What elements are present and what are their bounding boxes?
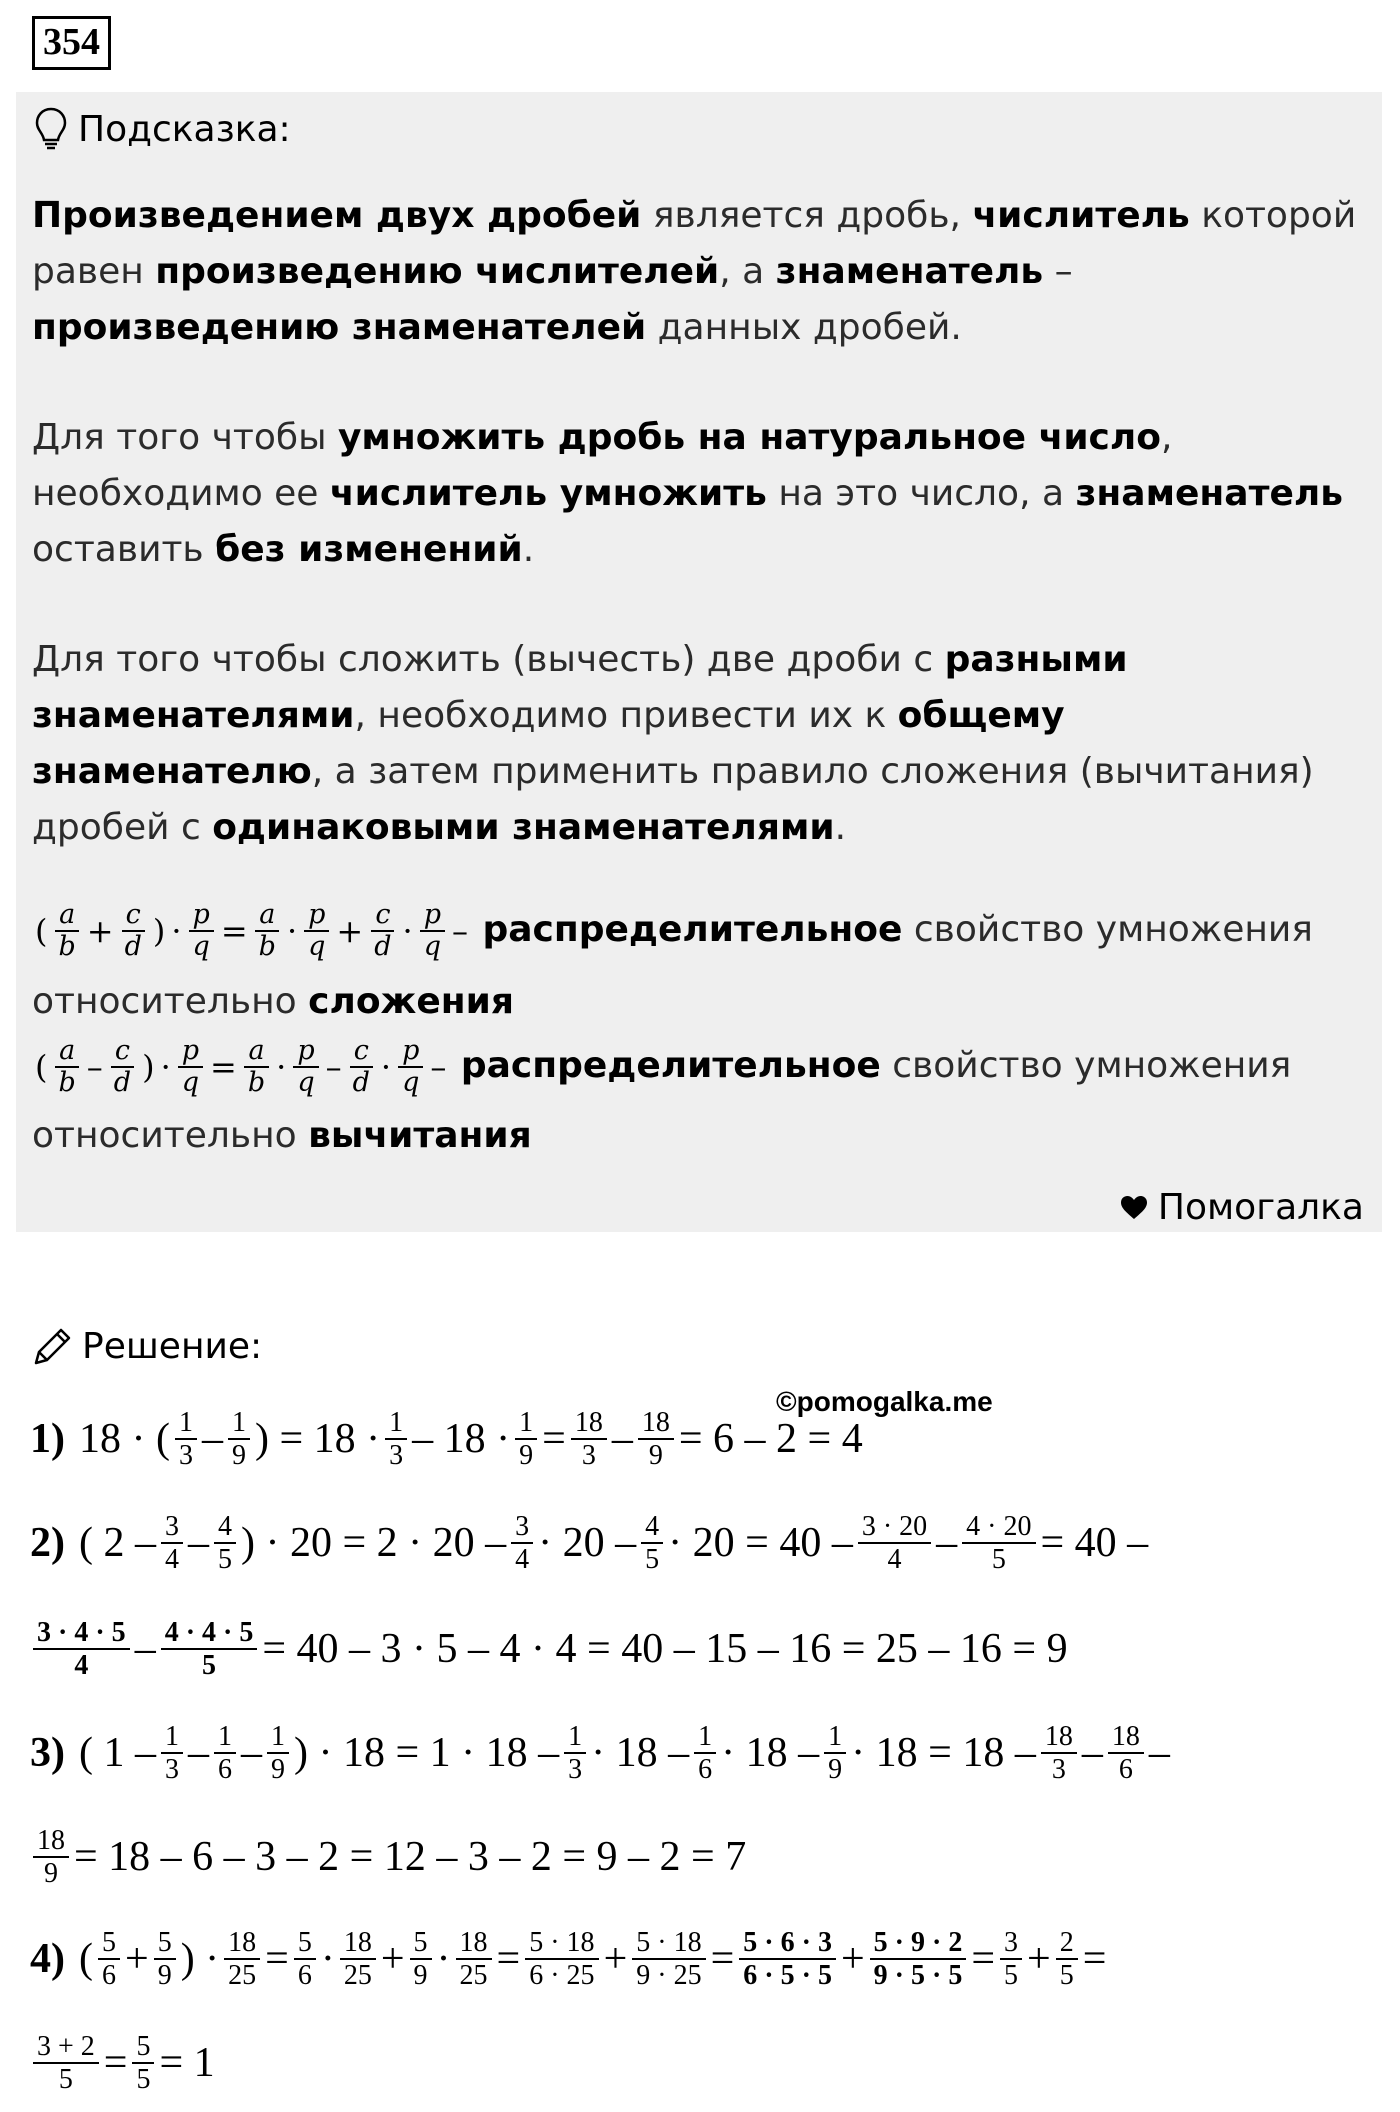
math-text: ) · 20 = 2 · 20 –: [241, 1520, 507, 1566]
denominator: 5: [991, 1544, 1006, 1575]
hint-paragraph-1-run: является дробь,: [641, 195, 973, 236]
numerator: 5: [132, 2031, 154, 2064]
math-text: = 1: [159, 2040, 215, 2086]
denominator: q: [402, 1067, 420, 1099]
fraction: [349, 1036, 374, 1098]
denominator: 9: [648, 1440, 663, 1471]
formula-symbol: –: [430, 1048, 447, 1087]
solution-step-number: 2): [30, 1520, 65, 1566]
denominator: 9: [519, 1440, 534, 1471]
fraction: [132, 2031, 154, 2096]
math-text: 18 · (: [79, 1416, 170, 1462]
fraction: [175, 1407, 197, 1472]
numerator: 1: [161, 1721, 183, 1754]
denominator: d: [352, 1067, 370, 1099]
math-text: · 18 –: [591, 1730, 690, 1776]
denominator: 4: [74, 1650, 89, 1681]
solution-line: [30, 1604, 1070, 1694]
fraction: [33, 1825, 69, 1890]
fraction: [564, 1721, 586, 1786]
numerator: 5: [154, 1927, 176, 1960]
math-text: = 18 – 6 – 3 – 2 = 12 – 3 – 2 = 9 – 2 = 7: [74, 1834, 747, 1880]
hint-paragraph-2-run: без изменений: [215, 529, 523, 570]
math-text: =: [542, 1416, 566, 1462]
denominator: 25: [228, 1960, 257, 1991]
hint-header: [34, 102, 291, 156]
numerator: a: [255, 900, 279, 932]
numerator: 18: [33, 1825, 69, 1858]
denominator: 5: [645, 1544, 660, 1575]
numerator: 18: [224, 1927, 260, 1960]
fraction: [244, 1036, 269, 1098]
solution-line: [30, 1394, 865, 1484]
numerator: p: [293, 1036, 318, 1068]
math-text: –: [134, 1626, 156, 1672]
numerator: 4 · 20: [962, 1511, 1035, 1544]
numerator: 1: [564, 1721, 586, 1754]
hint-paragraph-2-run: знаменатель: [1075, 473, 1343, 514]
denominator: b: [247, 1067, 266, 1099]
formula-subtraction-text2: относительно: [32, 1115, 309, 1156]
denominator: 25: [459, 1960, 488, 1991]
numerator: 5 · 18: [632, 1927, 705, 1960]
numerator: 18: [340, 1927, 376, 1960]
formula-addition-text2: относительно: [32, 981, 309, 1022]
numerator: 5 · 9 · 2: [870, 1927, 967, 1960]
numerator: p: [304, 900, 329, 932]
fraction: [1108, 1721, 1144, 1786]
lightbulb-icon: [34, 106, 68, 152]
formula-subtraction-text: свойство умножения: [880, 1045, 1292, 1087]
numerator: a: [244, 1036, 268, 1068]
formula-subtraction: [32, 1036, 1372, 1098]
math-text: =: [1082, 1936, 1107, 1982]
solution-line: [30, 1812, 748, 1902]
denominator: 3: [165, 1754, 179, 1785]
math-text: +: [1027, 1936, 1051, 1982]
denominator: 6 · 25: [529, 1960, 595, 1991]
watermark: ©pomogalka.me: [776, 1386, 993, 1417]
denominator: 9: [231, 1440, 246, 1471]
fraction: [515, 1407, 537, 1472]
numerator: c: [371, 900, 394, 932]
formula-addition-term: распределительное: [482, 909, 903, 951]
denominator: b: [58, 931, 76, 963]
denominator: 3: [178, 1440, 193, 1471]
fraction: [511, 1511, 533, 1576]
math-text: · 20 = 40 –: [668, 1520, 853, 1566]
math-text: +: [125, 1936, 149, 1982]
denominator: 4: [887, 1544, 902, 1575]
formula-symbol: –: [325, 1048, 342, 1087]
numerator: a: [55, 1036, 79, 1068]
math-text: –: [936, 1520, 958, 1566]
solution-line: [30, 1914, 1108, 2004]
fraction: [632, 1927, 705, 1992]
denominator: 6: [218, 1754, 232, 1785]
numerator: 1: [175, 1407, 197, 1440]
hint-box: [16, 92, 1382, 1232]
fraction: [340, 1927, 376, 1992]
fraction: [638, 1407, 674, 1472]
math-text: (: [79, 1936, 93, 1982]
numerator: 5: [294, 1927, 316, 1960]
hint-paragraph-1-run: знаменатель: [775, 251, 1044, 292]
formula-symbol: ): [142, 1048, 155, 1087]
math-text: –: [1148, 1730, 1170, 1776]
hint-paragraph-2-run: оставить: [32, 529, 216, 570]
solution-title: Решение:: [82, 1325, 263, 1367]
denominator: q: [308, 931, 326, 963]
math-text: =: [103, 2040, 128, 2086]
fraction: [54, 900, 79, 962]
denominator: 5: [202, 1650, 217, 1681]
numerator: p: [398, 1036, 423, 1068]
formula-symbol: ·: [276, 1048, 287, 1087]
fraction: [1041, 1721, 1077, 1786]
math-text: ·: [436, 1936, 451, 1982]
formula-subtraction-expr: [32, 1035, 449, 1099]
fraction: [228, 1407, 250, 1472]
numerator: p: [178, 1036, 203, 1068]
math-text: +: [603, 1936, 628, 1982]
hint-paragraph-3-run: , а затем применить правило сложения (вычитания) дробей с: [32, 751, 1314, 848]
fraction: [739, 1927, 836, 1992]
math-text: –: [188, 1520, 209, 1566]
denominator: 3: [389, 1440, 404, 1471]
pencil-icon: [30, 1323, 76, 1369]
fraction: [33, 1617, 130, 1682]
math-text: ) · 18 = 1 · 18 –: [294, 1730, 560, 1776]
denominator: 6: [698, 1754, 713, 1785]
denominator: b: [58, 1067, 76, 1099]
fraction: [571, 1407, 607, 1472]
numerator: 3: [1000, 1927, 1022, 1960]
formula-symbol: =: [220, 912, 248, 951]
formula-addition-text: свойство умножения: [902, 909, 1313, 951]
fraction: [1000, 1927, 1022, 1992]
fraction: [267, 1721, 289, 1786]
denominator: 9: [828, 1754, 843, 1785]
fraction: [161, 1511, 183, 1576]
formula-symbol: –: [452, 912, 468, 951]
hint-paragraph-1-run: произведению числителей: [155, 251, 720, 292]
fraction: [398, 1036, 423, 1098]
denominator: 5: [1004, 1960, 1019, 1991]
fraction: [456, 1927, 492, 1992]
denominator: 9: [157, 1960, 172, 1991]
numerator: 1: [228, 1407, 250, 1440]
math-text: = 40 –: [1040, 1520, 1149, 1566]
brand-name: Помогалка: [1157, 1187, 1364, 1228]
numerator: p: [189, 900, 214, 932]
denominator: 6: [1118, 1754, 1133, 1785]
hint-paragraph-2-run: Для того чтобы: [32, 417, 338, 458]
denominator: 5: [218, 1544, 232, 1575]
solution-step-number: 1): [30, 1416, 65, 1462]
denominator: 5: [1059, 1960, 1074, 1991]
numerator: 3 · 20: [858, 1511, 931, 1544]
fraction: [121, 900, 146, 962]
formula-symbol: +: [86, 912, 114, 951]
numerator: 5: [410, 1927, 432, 1960]
formula-addition-line2: [32, 974, 1372, 1030]
numerator: a: [55, 900, 79, 932]
denominator: 3: [1051, 1754, 1066, 1785]
denominator: 25: [343, 1960, 372, 1991]
hint-paragraph-1: [32, 188, 1362, 356]
formula-symbol: ·: [286, 912, 298, 951]
numerator: 5 · 18: [525, 1927, 598, 1960]
hint-paragraph-3-run: одинаковыми знаменателями: [212, 807, 835, 848]
fraction: [255, 900, 280, 962]
formula-symbol: (: [35, 912, 48, 951]
formula-subtraction-term: распределительное: [460, 1045, 881, 1087]
formula-addition-bold2: сложения: [308, 981, 515, 1022]
math-text: –: [611, 1416, 633, 1462]
math-text: =: [496, 1936, 521, 1982]
math-text: – 18 ·: [412, 1416, 511, 1462]
numerator: 2: [1056, 1927, 1078, 1960]
formula-subtraction-bold2: вычитания: [308, 1115, 532, 1156]
fraction: [694, 1721, 716, 1786]
formula-symbol: (: [35, 1048, 48, 1087]
fraction: [1056, 1927, 1078, 1992]
denominator: d: [124, 931, 142, 963]
fraction: [214, 1511, 236, 1576]
denominator: 9: [271, 1754, 285, 1785]
denominator: 4: [165, 1544, 179, 1575]
denominator: 6: [102, 1960, 116, 1991]
denominator: 9: [413, 1960, 428, 1991]
hint-paragraph-3-run: разными знаменателями: [32, 639, 1128, 736]
denominator: q: [297, 1067, 315, 1099]
fraction: [154, 1927, 176, 1992]
fraction: [962, 1511, 1035, 1576]
denominator: q: [423, 931, 441, 963]
numerator: 1: [694, 1721, 716, 1754]
math-text: = 6 – 2 = 4: [678, 1416, 863, 1462]
math-text: +: [840, 1936, 865, 1982]
fraction: [214, 1721, 236, 1786]
numerator: 1: [385, 1407, 407, 1440]
fraction: [294, 1927, 316, 1992]
hint-paragraph-2-run: числитель умножить: [329, 473, 767, 514]
solution-line: [30, 2018, 217, 2108]
numerator: 4: [214, 1511, 236, 1544]
math-text: =: [971, 1936, 996, 1982]
denominator: 6: [297, 1960, 312, 1991]
math-text: ( 1 –: [79, 1730, 156, 1776]
math-text: +: [380, 1936, 405, 1982]
fraction: [161, 1617, 258, 1682]
hint-paragraph-2-run: умножить дробь на натуральное число: [337, 417, 1161, 458]
denominator: 9: [44, 1858, 58, 1889]
fraction: [33, 2031, 99, 2096]
fraction: [189, 900, 214, 962]
denominator: d: [113, 1067, 132, 1099]
denominator: q: [181, 1067, 200, 1099]
formula-symbol: –: [86, 1048, 103, 1087]
denominator: 4: [515, 1544, 530, 1575]
numerator: 3: [161, 1511, 183, 1544]
numerator: 18: [1108, 1721, 1144, 1754]
fraction: [224, 1927, 260, 1992]
numerator: 3 · 4 · 5: [33, 1617, 130, 1650]
denominator: b: [258, 931, 276, 963]
hint-paragraph-2-run: на это число, а: [766, 473, 1076, 514]
numerator: c: [350, 1036, 373, 1068]
formula-symbol: ·: [402, 912, 413, 951]
hint-paragraph-3-run: , необходимо привести их к: [354, 695, 898, 736]
math-text: =: [710, 1936, 735, 1982]
hint-paragraph-2: [32, 410, 1362, 578]
denominator: q: [192, 931, 210, 963]
math-text: –: [241, 1730, 262, 1776]
formula-symbol: ·: [160, 1048, 171, 1087]
math-text: =: [265, 1936, 289, 1982]
formula-symbol: ): [152, 912, 166, 951]
fraction: [98, 1927, 120, 1992]
numerator: 5 · 6 · 3: [739, 1927, 836, 1960]
hint-paragraph-1-run: Произведением двух дробей: [32, 195, 642, 236]
fraction: [110, 1036, 135, 1098]
formula-addition-expr: [32, 899, 471, 963]
solution-line: [30, 1498, 1150, 1588]
hint-paragraph-1-run: произведению знаменателей: [32, 307, 647, 348]
numerator: 3 + 2: [33, 2031, 99, 2064]
formula-symbol: ·: [380, 1048, 392, 1087]
fraction: [641, 1511, 663, 1576]
hint-paragraph-2-run: , необходимо ее: [32, 417, 1173, 514]
fraction: [370, 900, 395, 962]
fraction: [161, 1721, 183, 1786]
brand: [1120, 1187, 1364, 1228]
numerator: p: [420, 900, 445, 932]
hint-paragraph-3-run: Для того чтобы сложить (вычесть) две дроби с: [32, 639, 945, 680]
denominator: 3: [581, 1440, 596, 1471]
numerator: 4: [641, 1511, 663, 1544]
fraction: [54, 1036, 79, 1098]
hint-paragraph-3: [32, 632, 1362, 856]
fraction: [858, 1511, 931, 1576]
fraction: [304, 900, 329, 962]
numerator: 18: [571, 1407, 607, 1440]
math-text: –: [201, 1416, 223, 1462]
solution-line: [30, 1708, 1172, 1798]
hint-paragraph-1-run: которой равен: [32, 195, 1357, 292]
numerator: 18: [638, 1407, 674, 1440]
formula-symbol: +: [336, 912, 364, 951]
solution-step-number: 3): [30, 1730, 65, 1776]
numerator: 5: [98, 1927, 120, 1960]
hint-paragraph-3-run: общему знаменателю: [32, 695, 1065, 792]
denominator: 5: [136, 2064, 151, 2095]
formula-symbol: ·: [171, 912, 182, 951]
fraction: [178, 1036, 203, 1098]
numerator: 1: [824, 1721, 846, 1754]
problem-number: 354: [32, 16, 111, 70]
fraction: [420, 900, 445, 962]
denominator: d: [374, 931, 392, 963]
numerator: c: [111, 1036, 134, 1068]
denominator: 3: [568, 1754, 583, 1785]
hint-paragraph-1-run: –: [1043, 251, 1073, 292]
numerator: 18: [1041, 1721, 1077, 1754]
solution-header: [30, 1318, 262, 1374]
formula-symbol: =: [210, 1048, 237, 1087]
numerator: c: [122, 900, 145, 932]
hint-paragraph-1-run: числитель: [972, 195, 1190, 236]
fraction: [293, 1036, 318, 1098]
math-text: –: [188, 1730, 209, 1776]
hint-title: Подсказка:: [78, 108, 291, 150]
math-text: ) ·: [180, 1936, 220, 1982]
solution-step-number: 4): [30, 1936, 65, 1982]
numerator: 3: [511, 1511, 533, 1544]
numerator: 18: [456, 1927, 492, 1960]
fraction: [870, 1927, 967, 1992]
hint-paragraph-3-run: .: [834, 807, 847, 848]
denominator: 9 · 5 · 5: [873, 1960, 963, 1991]
hint-paragraph-1-run: данных дробей.: [646, 307, 962, 348]
numerator: 1: [267, 1721, 289, 1754]
math-text: –: [1081, 1730, 1103, 1776]
math-text: · 18 –: [721, 1730, 820, 1776]
denominator: 9 · 25: [636, 1960, 702, 1991]
math-text: · 18 = 18 –: [851, 1730, 1036, 1776]
denominator: 6 · 5 · 5: [743, 1960, 832, 1991]
numerator: 4 · 4 · 5: [161, 1617, 258, 1650]
math-text: ) = 18 ·: [254, 1416, 381, 1462]
denominator: 5: [58, 2064, 73, 2095]
fraction: [525, 1927, 598, 1992]
heart-icon: [1120, 1195, 1148, 1221]
hint-paragraph-1-run: , а: [719, 251, 776, 292]
math-text: = 40 – 3 · 5 – 4 · 4 = 40 – 15 – 16 = 25 – 16 = 9: [262, 1626, 1068, 1672]
fraction: [410, 1927, 432, 1992]
math-text: ·: [320, 1936, 335, 1982]
numerator: 1: [214, 1721, 236, 1754]
math-text: ( 2 –: [79, 1520, 156, 1566]
fraction: [385, 1407, 407, 1472]
math-text: · 20 –: [538, 1520, 637, 1566]
hint-paragraph-2-run: .: [522, 529, 535, 570]
numerator: 1: [515, 1407, 537, 1440]
fraction: [824, 1721, 846, 1786]
formula-subtraction-line2: [32, 1108, 1372, 1164]
formula-addition: [32, 900, 1372, 962]
